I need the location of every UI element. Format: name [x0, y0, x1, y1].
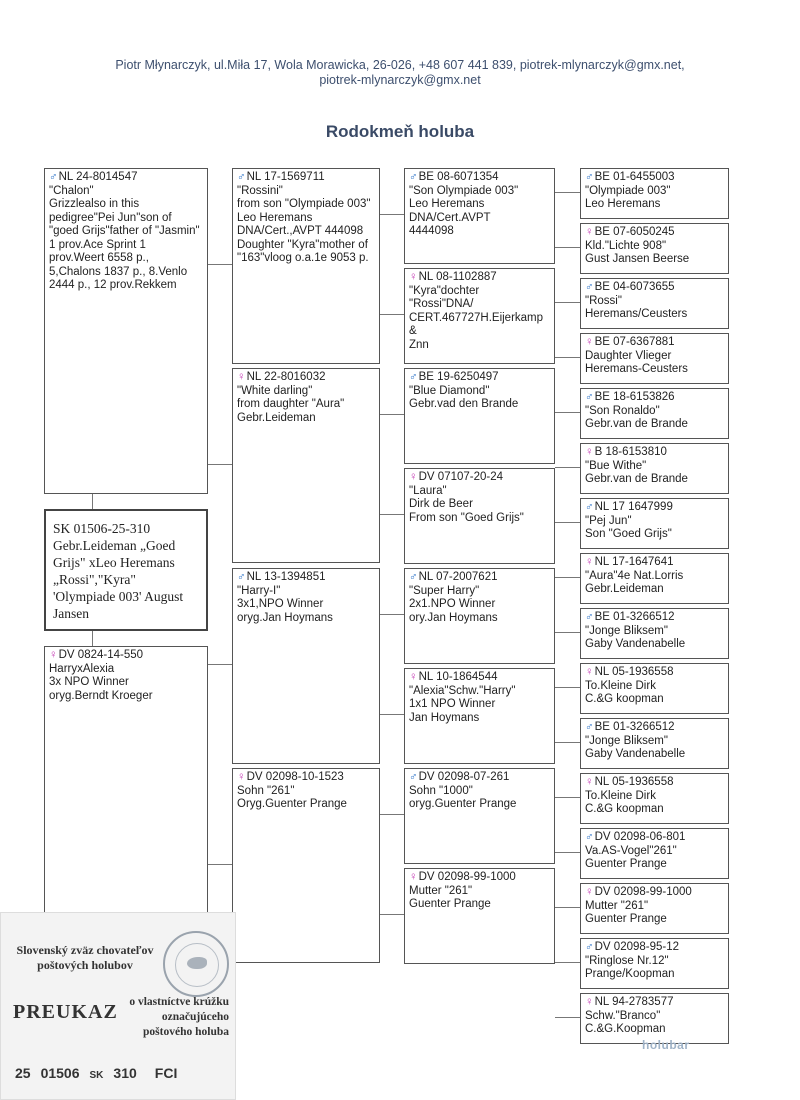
ring-id: NL 94-2783577 [594, 996, 674, 1008]
ring-id: NL 24-8014547 [58, 171, 138, 183]
connector-line [555, 1017, 580, 1018]
great-great-grandparent-box [580, 883, 729, 934]
female-symbol-icon: ♀ [585, 666, 594, 678]
ring-id: NL 07-2007621 [418, 571, 498, 583]
great-grandparent-box [404, 568, 555, 664]
great-great-grandparent-box [580, 333, 729, 384]
great-great-grandparent-box [580, 718, 729, 769]
bird-description: "Kyra"dochter "Rossi"DNA/ CERT.467727H.Eijerkamp & Znn [409, 284, 544, 351]
female-symbol-icon: ♀ [585, 886, 594, 898]
grandparent-box [232, 568, 380, 764]
connector-line [380, 214, 404, 215]
male-symbol-icon: ♂ [585, 721, 594, 733]
grandparent-box [232, 768, 380, 963]
ring-number-line [15, 1065, 187, 1081]
watermark: holubar [642, 1038, 690, 1052]
ring-id: NL 08-1102887 [418, 271, 497, 283]
subject-pigeon-box: SK 01506-25-310 Gebr.Leideman „Goed Grijs" xLeo Heremans „Rossi","Kyra" 'Olympiade 003' August Jansen [44, 509, 208, 631]
ring-id: NL 17-1569711 [246, 171, 325, 183]
great-great-grandparent-box [580, 553, 729, 604]
male-symbol-icon: ♂ [237, 171, 246, 183]
connector-line [555, 687, 580, 688]
bird-description: "Jonge Bliksem" Gaby Vandenabelle [585, 624, 686, 650]
header-line-1: Piotr Młynarczyk, ul.Miła 17, Wola Morawicka, 26-026, +48 607 441 839, piotrek-mlynarczyk@gmx.net, [115, 58, 685, 72]
card-subtitle: o vlastníctve krúžku označujúceho poštového holuba [129, 996, 229, 1038]
great-great-grandparent-box [580, 773, 729, 824]
bird-description: Mutter "261" Guenter Prange [585, 899, 667, 925]
ring-id: NL 17-1647641 [594, 556, 674, 568]
ring-id: BE 01-3266512 [594, 611, 675, 623]
male-symbol-icon: ♂ [585, 611, 594, 623]
connector-line [92, 494, 93, 509]
ring-id: BE 08-6071354 [418, 171, 499, 183]
ring-id: DV 02098-99-1000 [594, 886, 692, 898]
bird-description: "Jonge Bliksem" Gaby Vandenabelle [585, 734, 686, 760]
connector-line [208, 664, 232, 665]
connector-line [555, 467, 580, 468]
great-grandparent-box [404, 468, 555, 564]
grandparent-box [232, 168, 380, 364]
sire-box [44, 168, 208, 494]
ring-id: DV 02098-07-261 [418, 771, 510, 783]
ring-id: DV 07107-20-24 [418, 471, 504, 483]
great-grandparent-box [404, 268, 555, 364]
union-seal-icon [163, 931, 229, 997]
bird-description: "Bue Withe" Gebr.van de Brande [585, 459, 688, 485]
bird-description: "Harry-I" 3x1,NPO Winner oryg.Jan Hoymans [237, 584, 333, 624]
ring-serial: 310 [113, 1065, 137, 1081]
connector-line [208, 464, 232, 465]
great-great-grandparent-box [580, 443, 729, 494]
male-symbol-icon: ♂ [585, 831, 594, 843]
connector-line [555, 797, 580, 798]
connector-line [92, 631, 93, 646]
bird-description: "Ringlose Nr.12" Prange/Koopman [585, 954, 675, 980]
ring-country: SK [89, 1070, 104, 1081]
ring-id: BE 01-6455003 [594, 171, 675, 183]
female-symbol-icon: ♀ [237, 371, 246, 383]
bird-description: "Olympiade 003" Leo Heremans [585, 184, 671, 210]
female-symbol-icon: ♀ [585, 226, 594, 238]
great-great-grandparent-box [580, 608, 729, 659]
page-title: Rodokmeň holuba [325, 122, 475, 141]
female-symbol-icon: ♀ [585, 336, 594, 348]
bird-description: "Super Harry" 2x1.NPO Winner ory.Jan Hoymans [409, 584, 498, 624]
bird-description: "Blue Diamond" Gebr.vad den Brande [409, 384, 519, 410]
union-name: Slovenský zväz chovateľov poštových holubov [16, 943, 154, 972]
ring-id: NL 22-8016032 [246, 371, 326, 383]
male-symbol-icon: ♂ [409, 371, 418, 383]
ring-id: BE 07-6367881 [594, 336, 675, 348]
great-great-grandparent-box [580, 938, 729, 989]
bird-description: "Son Ronaldo" Gebr.van de Brande [585, 404, 688, 430]
male-symbol-icon: ♂ [585, 501, 594, 513]
female-symbol-icon: ♀ [585, 776, 594, 788]
ring-year: 25 [15, 1065, 31, 1081]
female-symbol-icon: ♀ [585, 996, 594, 1008]
connector-line [208, 264, 232, 265]
bird-description: Sohn "1000" oryg.Guenter Prange [409, 784, 517, 810]
bird-description: To.Kleine Dirk C.&G koopman [585, 679, 664, 705]
ring-ownership-card [0, 912, 236, 1100]
connector-line [380, 314, 404, 315]
bird-description: "Rossini" from son "Olympiade 003" Leo Heremans DNA/Cert.,AVPT 444098 Doughter "Kyra"mother of "163"vloog o.a.1e 9053 p. [237, 184, 371, 264]
connector-line [380, 714, 404, 715]
male-symbol-icon: ♂ [585, 941, 594, 953]
male-symbol-icon: ♂ [585, 391, 594, 403]
ring-id: NL 05-1936558 [594, 666, 674, 678]
connector-line [555, 247, 580, 248]
female-symbol-icon: ♀ [409, 871, 418, 883]
ring-id: NL 10-1864544 [418, 671, 498, 683]
connector-line [555, 632, 580, 633]
ring-id: NL 13-1394851 [246, 571, 326, 583]
dove-icon [187, 957, 207, 969]
female-symbol-icon: ♀ [585, 556, 594, 568]
bird-description: Schw."Branco" C.&G.Koopman [585, 1009, 666, 1035]
connector-line [555, 522, 580, 523]
ring-number: 01506 [40, 1065, 80, 1081]
breeder-contact-header [0, 58, 800, 88]
male-symbol-icon: ♂ [409, 771, 418, 783]
dam-box [44, 646, 208, 946]
connector-line [555, 577, 580, 578]
card-title: PREUKAZ [13, 1001, 118, 1023]
ring-id: DV 02098-99-1000 [418, 871, 516, 883]
bird-description: "Aura"4e Nat.Lorris Gebr.Leideman [585, 569, 684, 595]
great-grandparent-box [404, 168, 555, 264]
connector-line [380, 414, 404, 415]
ring-id: DV 0824-14-550 [58, 649, 144, 661]
male-symbol-icon: ♂ [585, 171, 594, 183]
bird-description: "Rossi" Heremans/Ceusters [585, 294, 688, 320]
great-great-grandparent-box [580, 993, 729, 1044]
connector-line [555, 742, 580, 743]
great-great-grandparent-box [580, 498, 729, 549]
female-symbol-icon: ♀ [409, 671, 418, 683]
female-symbol-icon: ♀ [409, 271, 418, 283]
male-symbol-icon: ♂ [49, 171, 58, 183]
connector-line [380, 914, 404, 915]
great-great-grandparent-box [580, 223, 729, 274]
bird-description: Daughter Vlieger Heremans-Ceusters [585, 349, 688, 375]
connector-line [208, 864, 232, 865]
ring-id: BE 07-6050245 [594, 226, 675, 238]
great-grandparent-box [404, 868, 555, 964]
great-great-grandparent-box [580, 278, 729, 329]
female-symbol-icon: ♀ [49, 649, 58, 661]
great-grandparent-box [404, 368, 555, 464]
bird-description: "Son Olympiade 003" Leo Heremans DNA/Cert.AVPT 4444098 [409, 184, 519, 237]
bird-description: "Laura" Dirk de Beer From son "Goed Grijs" [409, 484, 524, 524]
male-symbol-icon: ♂ [409, 571, 418, 583]
ring-id: BE 19-6250497 [418, 371, 499, 383]
female-symbol-icon: ♀ [409, 471, 418, 483]
bird-description: Mutter "261" Guenter Prange [409, 884, 491, 910]
ring-id: BE 18-6153826 [594, 391, 675, 403]
ring-id: BE 01-3266512 [594, 721, 675, 733]
connector-line [380, 514, 404, 515]
connector-line [555, 412, 580, 413]
connector-line [555, 852, 580, 853]
ring-id: DV 02098-06-801 [594, 831, 686, 843]
bird-description: Va.AS-Vogel"261" Guenter Prange [585, 844, 677, 870]
ring-id: NL 17 1647999 [594, 501, 673, 513]
great-great-grandparent-box [580, 828, 729, 879]
bird-description: "Alexia"Schw."Harry" 1x1 NPO Winner Jan Hoymans [409, 684, 516, 724]
connector-line [555, 357, 580, 358]
ring-id: DV 02098-95-12 [594, 941, 680, 953]
ring-org: FCI [154, 1065, 178, 1081]
connector-line [555, 302, 580, 303]
grandparent-box [232, 368, 380, 563]
bird-description: "Pej Jun" Son "Goed Grijs" [585, 514, 672, 540]
great-great-grandparent-box [580, 663, 729, 714]
bird-description: "Chalon" Grizzlealso in this pedigree"Pei Jun"son of "goed Grijs"father of "Jasmin" 1 prov.Ace Sprint 1 prov.Weert 6558 p., 5,Chalons 1837 p., 8.Venlo 2444 p., 12 prov.Rekkem [49, 184, 200, 291]
ring-id: B 18-6153810 [594, 446, 667, 458]
connector-line [380, 614, 404, 615]
connector-line [555, 962, 580, 963]
male-symbol-icon: ♂ [237, 571, 246, 583]
female-symbol-icon: ♀ [237, 771, 246, 783]
header-line-2: piotrek-mlynarczyk@gmx.net [319, 73, 481, 87]
connector-line [555, 192, 580, 193]
bird-description: Kld."Lichte 908" Gust Jansen Beerse [585, 239, 690, 265]
great-grandparent-box [404, 668, 555, 764]
connector-line [380, 814, 404, 815]
bird-description: Sohn "261" Oryg.Guenter Prange [237, 784, 347, 810]
male-symbol-icon: ♂ [409, 171, 418, 183]
bird-description: HarryxAlexia 3x NPO Winner oryg.Berndt Kroeger [49, 662, 153, 702]
great-great-grandparent-box [580, 168, 729, 219]
female-symbol-icon: ♀ [585, 446, 594, 458]
ring-id: NL 05-1936558 [594, 776, 674, 788]
bird-description: To.Kleine Dirk C.&G koopman [585, 789, 664, 815]
connector-line [555, 907, 580, 908]
male-symbol-icon: ♂ [585, 281, 594, 293]
great-grandparent-box [404, 768, 555, 864]
ring-id: DV 02098-10-1523 [246, 771, 344, 783]
bird-description: "White darling" from daughter "Aura" Gebr.Leideman [237, 384, 345, 424]
great-great-grandparent-box [580, 388, 729, 439]
ring-id: BE 04-6073655 [594, 281, 675, 293]
